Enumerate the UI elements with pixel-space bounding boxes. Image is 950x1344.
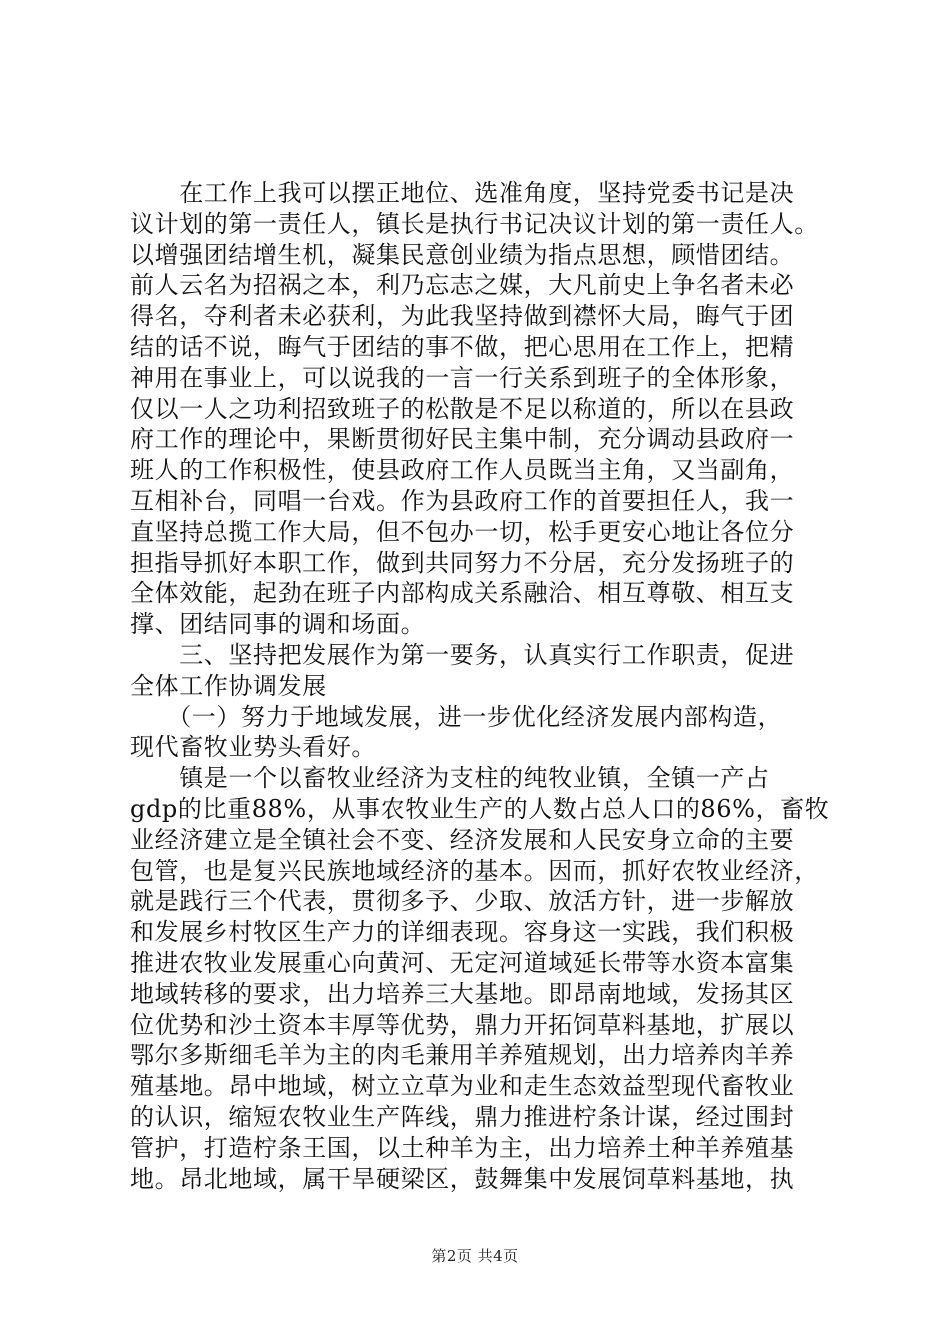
text-line: gdp的比重88%，从事农牧业生产的人数占总人口的86%，畜牧 bbox=[130, 794, 830, 823]
text-line: 直坚持总揽工作大局，但不包办一切，松手更安心地让各位分 bbox=[130, 517, 795, 546]
text-line: 担指导抓好本职工作，做到共同努力不分居，充分发扬班子的 bbox=[130, 548, 795, 577]
text-line: 在工作上我可以摆正地位、选准角度，坚持党委书记是决 bbox=[130, 179, 795, 207]
subsection-heading-line: 现代畜牧业势头看好。 bbox=[130, 733, 376, 762]
text-line: 和发展乡村牧区生产力的详细表现。容身这一实践，我们积极 bbox=[130, 918, 795, 947]
page-number-footer: 第2页 共4页 bbox=[431, 1247, 519, 1265]
text-line: 地。昂北地域，属干旱硬梁区，鼓舞集中发展饲草料基地，执 bbox=[130, 1164, 795, 1193]
text-line: 地域转移的要求，出力培养三大基地。即昂南地域，发扬其区 bbox=[130, 979, 795, 1008]
text-line: 互相补台，同唱一台戏。作为县政府工作的首要担任人，我一 bbox=[130, 486, 795, 515]
text-line: 以增强团结增生机，凝集民意创业绩为指点思想，顾惜团结。 bbox=[130, 240, 795, 269]
text-line: 管护，打造柠条王国，以土种羊为主，出力培养土种羊养殖基 bbox=[130, 1133, 795, 1162]
text-line: 镇是一个以畜牧业经济为支柱的纯牧业镇，全镇一产占 bbox=[130, 764, 770, 793]
text-line: 前人云名为招祸之本，利乃忘志之媒，大凡前史上争名者未必 bbox=[130, 271, 795, 300]
text-line: 议计划的第一责任人，镇长是执行书记决议计划的第一责任人。 bbox=[130, 209, 819, 238]
body-text bbox=[130, 178, 830, 1194]
text-line: 神用在事业上，可以说我的一言一行关系到班子的全体形象， bbox=[130, 363, 795, 392]
text-line: 撑、团结同事的调和场面。 bbox=[130, 610, 426, 639]
text-line: 全体效能，起劲在班子内部构成关系融洽、相互尊敬、相互支 bbox=[130, 579, 795, 608]
text-line: 就是践行三个代表，贯彻多予、少取、放活方针，进一步解放 bbox=[130, 887, 795, 916]
subsection-heading-line: （一）努力于地域发展，进一步优化经济发展内部构造， bbox=[130, 702, 783, 731]
text-line: 包管，也是复兴民族地域经济的基本。因而，抓好农牧业经济， bbox=[130, 856, 819, 885]
text-line: 府工作的理论中，果断贯彻好民主集中制，充分调动县政府一 bbox=[130, 425, 795, 454]
text-line: 得名，夺利者未必获利，为此我坚持做到襟怀大局，晦气于团 bbox=[130, 302, 795, 331]
text-line: 仅以一人之功利招致班子的松散是不足以称道的，所以在县政 bbox=[130, 394, 795, 423]
section-heading-line: 三、坚持把发展作为第一要务，认真实行工作职责，促进 bbox=[130, 640, 795, 669]
section-heading-line: 全体工作协调发展 bbox=[130, 671, 327, 700]
text-line: 殖基地。昂中地域，树立立草为业和走生态效益型现代畜牧业 bbox=[130, 1072, 795, 1101]
text-line: 的认识，缩短农牧业生产阵线，鼎力推进柠条计谋，经过围封 bbox=[130, 1102, 795, 1131]
text-line: 推进农牧业发展重心向黄河、无定河道域延长带等水资本富集 bbox=[130, 948, 795, 977]
text-line: 班人的工作积极性，使县政府工作人员既当主角，又当副角， bbox=[130, 456, 795, 485]
text-line: 鄂尔多斯细毛羊为主的肉毛兼用羊养殖规划，出力培养肉羊养 bbox=[130, 1041, 795, 1070]
text-line: 业经济建立是全镇社会不变、经济发展和人民安身立命的主要 bbox=[130, 825, 795, 854]
text-line: 结的话不说，晦气于团结的事不做，把心思用在工作上，把精 bbox=[130, 332, 795, 361]
text-line: 位优势和沙土资本丰厚等优势，鼎力开拓饲草料基地，扩展以 bbox=[130, 1010, 795, 1039]
